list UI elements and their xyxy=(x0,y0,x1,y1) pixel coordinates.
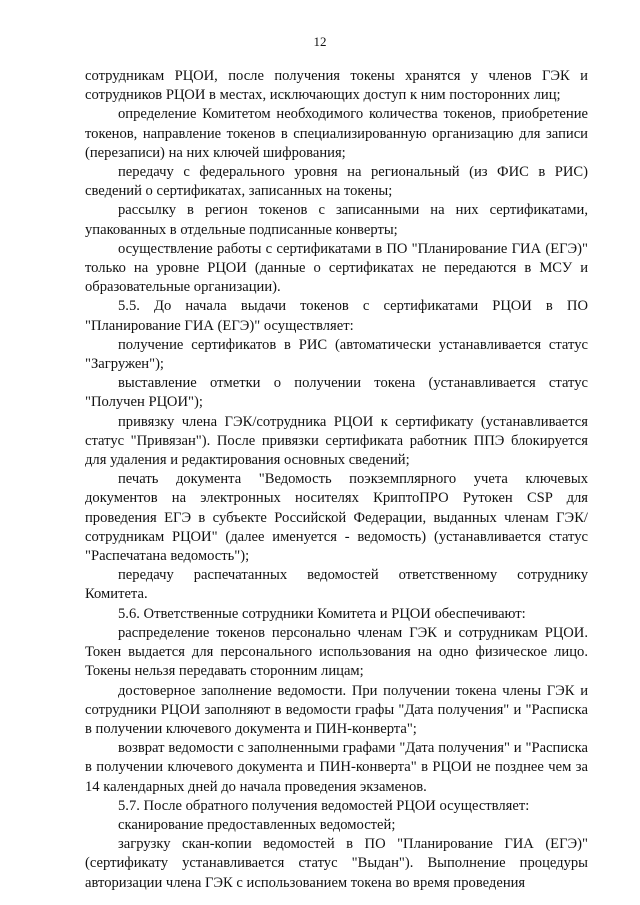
paragraph: загрузку скан-копии ведомостей в ПО "Планирование ГИА (ЕГЭ)" (сертификату устанавливается статус "Выдан"). Выполнение процедуры авторизации члена ГЭК с использованием токена во время проведения xyxy=(85,836,588,891)
paragraph: выставление отметки о получении токена (устанавливается статус "Получен РЦОИ"); xyxy=(85,375,588,411)
paragraph: сканирование предоставленных ведомостей; xyxy=(118,816,396,833)
paragraph: возврат ведомости с заполненными графами "Дата получения" и "Расписка в получении ключевого документа и ПИН-конверта" в РЦОИ не позднее чем за 14 календарных дней до начала проведения экзаменов. xyxy=(85,740,588,795)
document-body xyxy=(85,67,588,893)
paragraph: достоверное заполнение ведомости. При получении токена члены ГЭК и сотрудники РЦОИ заполняют в ведомости графы "Дата получения" и "Расписка в получении ключевого документа и ПИН-конверта"; xyxy=(85,682,588,737)
paragraph: определение Комитетом необходимого количества токенов, приобретение токенов, направление токенов в специализированную организацию для записи (перезаписи) на них ключей шифрования; xyxy=(85,106,588,161)
paragraph: передачу с федерального уровня на региональный (из ФИС в РИС) сведений о сертификатах, записанных на токены; xyxy=(85,164,588,200)
paragraph: получение сертификатов в РИС (автоматически устанавливается статус "Загружен"); xyxy=(85,336,588,373)
paragraph: печать документа "Ведомость поэкземплярного учета ключевых документов на электронных носителях КриптоПРО Рутокен CSP для проведения ЕГЭ в субъекте Российской Федерации, выданных членам ГЭК/сотрудникам РЦОИ" (далее именуется - ведомость) (устанавливается статус "Распечатана ведомость"); xyxy=(85,471,588,565)
section-heading-5-7: 5.7. После обратного получения ведомостей РЦОИ осуществляет: xyxy=(118,797,530,814)
paragraph: сотрудникам РЦОИ, после получения токены хранятся у членов ГЭК и сотрудников РЦОИ в местах, исключающих доступ к ним посторонних лиц; xyxy=(85,68,588,104)
section-heading-5-5: 5.5. До начала выдачи токенов с сертификатами РЦОИ в ПО "Планирование ГИА (ЕГЭ)" осуществляет: xyxy=(85,298,588,334)
paragraph: осуществление работы с сертификатами в ПО "Планирование ГИА (ЕГЭ)" только на уровне РЦОИ (данные о сертификатах не передаются в МСУ и образовательные организации). xyxy=(85,240,588,296)
paragraph: передачу распечатанных ведомостей ответственному сотруднику Комитета. xyxy=(85,567,588,603)
section-heading-5-6: 5.6. Ответственные сотрудники Комитета и РЦОИ обеспечивают: xyxy=(118,605,526,622)
paragraph: привязку члена ГЭК/сотрудника РЦОИ к сертификату (устанавливается статус "Привязан"). После привязки сертификата работник ППЭ блокируется для удаления и редактирования основных сведений; xyxy=(85,413,588,469)
paragraph: распределение токенов персонально членам ГЭК и сотрудникам РЦОИ. Токен выдается для персонального использования на одно физическое лицо. Токены нельзя передавать сторонним лицам; xyxy=(85,624,588,680)
page-number: 12 xyxy=(313,34,327,49)
paragraph: рассылку в регион токенов с записанными на них сертификатами, упакованных в отдельные подписанные конверты; xyxy=(85,202,588,238)
